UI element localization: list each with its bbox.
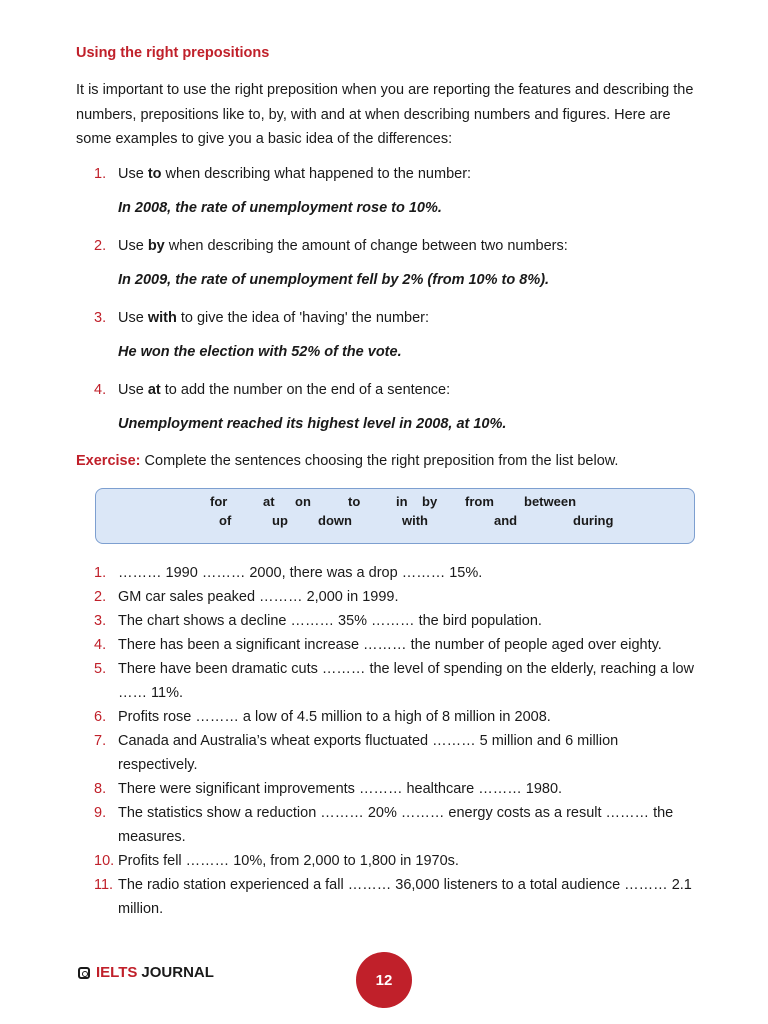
logo-brand-dark: JOURNAL [141,964,214,981]
preposition: with [147,310,177,326]
question-number: 5. [94,661,107,677]
example-sentence: In 2009, the rate of unemployment fell by 2% (from 10% to 8%). [118,272,550,288]
word-option: up [272,513,288,528]
ielts-journal-logo [78,964,214,981]
question-text: The radio station experienced a fall ……… 36,000 listeners to a total audience ……… 2.1 million. [118,877,692,917]
question-number: 3. [94,613,107,629]
question-item [76,729,696,777]
rule-number: 4. [94,382,107,398]
preposition: to [147,166,162,182]
instagram-icon [78,967,90,979]
question-text: The statistics show a reduction ……… 20% ……… energy costs as a result ……… the measures. [118,805,674,845]
question-item [76,657,696,705]
word-option: in [396,494,408,509]
question-item [76,633,696,657]
rule-number: 3. [94,310,107,326]
question-item [76,705,696,729]
rule-text: Use at to add the number on the end of a sentence: [118,382,451,398]
question-item [76,609,696,633]
question-number: 8. [94,781,107,797]
question-text: Canada and Australia’s wheat exports fluctuated ……… 5 million and 6 million respectively. [118,733,619,773]
example-sentence: In 2008, the rate of unemployment rose to 10%. [118,200,442,216]
question-number: 4. [94,637,107,653]
question-text: There have been dramatic cuts ……… the level of spending on the elderly, reaching a low …… 11%. [118,661,695,701]
question-number: 9. [94,805,107,821]
question-item [76,777,696,801]
question-item [76,873,696,921]
exercise-label: Exercise: [76,453,141,469]
question-text: ……… 1990 ……… 2000, there was a drop ……… 15%. [118,565,483,581]
word-option: between [524,494,577,509]
question-text: Profits rose ……… a low of 4.5 million to a high of 8 million in 2008. [118,709,551,725]
preposition: at [147,382,161,398]
word-option: by [422,494,438,509]
question-text: There has been a significant increase ……… the number of people aged over eighty. [118,637,662,653]
rule-text: Use by when describing the amount of change between two numbers: [118,238,568,254]
question-number: 2. [94,589,107,605]
question-number: 1. [94,565,107,581]
question-number: 7. [94,733,107,749]
example-sentence: He won the election with 52% of the vote. [118,344,402,360]
page-number-badge: 12 [356,952,412,1008]
word-option: on [295,494,311,509]
question-text: There were significant improvements ……… healthcare ……… 1980. [118,781,563,797]
word-option: and [494,513,518,528]
rule-text: Use with to give the idea of 'having' the number: [118,310,430,326]
preposition-word-box [95,488,695,544]
question-item [76,585,696,609]
question-text: The chart shows a decline ……… 35% ……… the bird population. [118,613,542,629]
word-option: to [348,494,361,509]
question-number: 11. [94,877,114,893]
rule-text: Use to when describing what happened to the number: [118,166,472,182]
exercise-text: Complete the sentences choosing the right preposition from the list below. [140,453,619,469]
word-option: for [210,494,228,509]
preposition: by [147,238,165,254]
word-option: from [465,494,494,509]
word-option: during [573,513,614,528]
rule-number: 1. [94,166,107,182]
word-option: at [263,494,275,509]
word-option: with [402,513,428,528]
question-text: GM car sales peaked ……… 2,000 in 1999. [118,589,399,605]
intro-paragraph: It is important to use the right preposition when you are reporting the features and describing the numbers, prepositions like to, by, with and at when describing numbers and figures. Here are some examples to give you a basic idea of the differences: [76,82,694,147]
question-text: Profits fell ……… 10%, from 2,000 to 1,800 in 1970s. [118,853,459,869]
exercise-question-list [76,561,696,921]
logo-brand-red: IELTS [96,964,138,981]
word-option: down [318,513,352,528]
question-number: 6. [94,709,107,725]
question-item [76,561,696,585]
rule-number: 2. [94,238,107,254]
question-number: 10. [94,853,115,869]
question-item [76,849,696,873]
question-item [76,801,696,849]
section-heading: Using the right prepositions [76,45,270,61]
word-option: of [219,513,232,528]
exercise-instruction [76,453,618,469]
example-sentence: Unemployment reached its highest level in 2008, at 10%. [118,416,507,432]
